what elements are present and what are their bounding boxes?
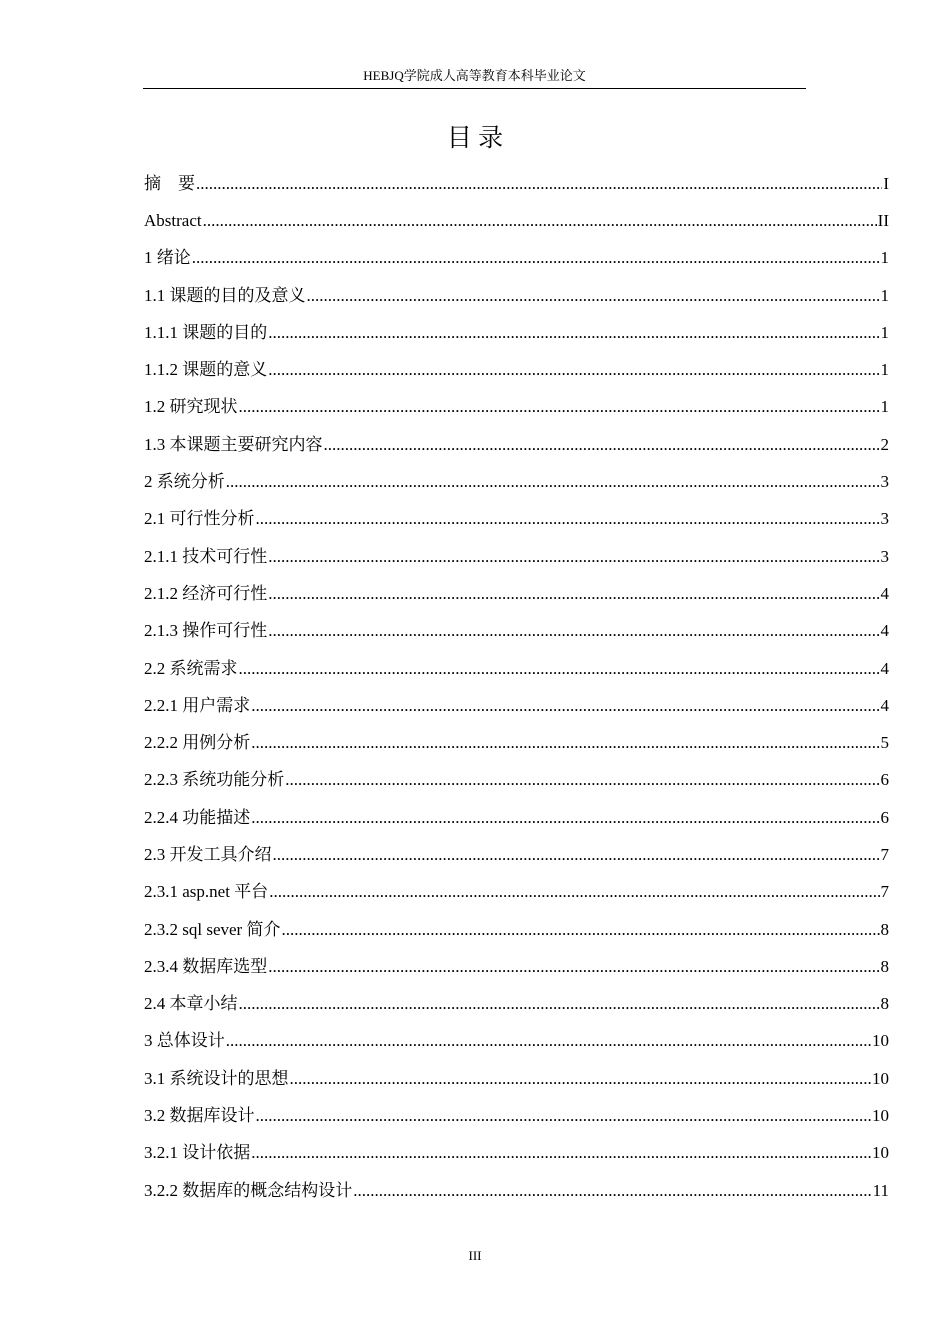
toc-dot-leader [239, 397, 880, 417]
table-of-contents [144, 165, 889, 1209]
toc-entry[interactable] [144, 351, 889, 388]
toc-dot-leader [281, 920, 879, 940]
toc-entry[interactable] [144, 501, 889, 538]
toc-entry-page: 11 [872, 1180, 889, 1200]
toc-entry-page: 1 [880, 248, 889, 268]
toc-entry-label: 2.2.3 系统功能分析 [144, 770, 285, 790]
toc-dot-leader [268, 547, 879, 567]
toc-entry-page: 5 [880, 733, 889, 753]
toc-dot-leader [203, 211, 877, 231]
toc-dot-leader [268, 621, 879, 641]
toc-entry-label: 2.2.4 功能描述 [144, 807, 251, 827]
toc-entry[interactable] [144, 799, 889, 836]
toc-entry-page: 8 [880, 956, 889, 976]
toc-entry-label: 3 总体设计 [144, 1031, 225, 1051]
toc-dot-leader [192, 248, 880, 268]
header-text: HEBJQ学院成人高等教育本科毕业论文 [363, 68, 586, 83]
toc-entry[interactable] [144, 202, 889, 239]
toc-entry-page: 7 [880, 844, 889, 864]
toc-entry-label: 3.2 数据库设计 [144, 1106, 255, 1126]
toc-entry[interactable] [144, 1172, 889, 1209]
toc-entry-label: 3.2.2 数据库的概念结构设计 [144, 1180, 353, 1200]
toc-entry-label: Abstract [144, 210, 202, 230]
toc-dot-leader [285, 770, 879, 790]
toc-entry-label: 2.1.1 技术可行性 [144, 546, 268, 566]
toc-dot-leader [268, 360, 879, 380]
toc-entry[interactable] [144, 986, 889, 1023]
toc-entry-page: 1 [880, 285, 889, 305]
toc-entry-label: 2 系统分析 [144, 472, 225, 492]
toc-entry-label: 2.3.4 数据库选型 [144, 956, 268, 976]
toc-entry[interactable] [144, 426, 889, 463]
toc-entry-page: 8 [880, 919, 889, 939]
toc-entry[interactable] [144, 1023, 889, 1060]
toc-entry-label: 1.1.1 课题的目的 [144, 322, 268, 342]
toc-entry-page: 3 [880, 546, 889, 566]
toc-entry-page: 10 [872, 1068, 889, 1088]
toc-dot-leader [256, 509, 880, 529]
toc-dot-leader [269, 882, 879, 902]
toc-dot-leader [268, 584, 879, 604]
toc-dot-leader [251, 1143, 871, 1163]
toc-entry[interactable] [144, 240, 889, 277]
toc-entry-page: 7 [880, 882, 889, 902]
page-footer [0, 1247, 950, 1265]
toc-entry-label: 2.3.1 asp.net 平台 [144, 882, 269, 902]
toc-dot-leader [251, 696, 879, 716]
toc-entry[interactable] [144, 538, 889, 575]
toc-entry-page: 6 [880, 807, 889, 827]
toc-dot-leader [324, 435, 880, 455]
toc-entry-page: 10 [872, 1031, 889, 1051]
toc-entry[interactable] [144, 762, 889, 799]
toc-dot-leader [268, 957, 879, 977]
toc-dot-leader [226, 1031, 871, 1051]
toc-entry-label: 1.1 课题的目的及意义 [144, 285, 306, 305]
toc-entry-page: 4 [880, 658, 889, 678]
toc-entry-page: I [883, 173, 889, 193]
toc-entry-label: 2.1.2 经济可行性 [144, 583, 268, 603]
toc-entry-label: 3.1 系统设计的思想 [144, 1068, 289, 1088]
toc-entry[interactable] [144, 1060, 889, 1097]
toc-entry-label: 2.1.3 操作可行性 [144, 621, 268, 641]
toc-entry[interactable] [144, 911, 889, 948]
toc-entry[interactable] [144, 948, 889, 985]
toc-title: 目 录 [446, 125, 504, 152]
toc-entry-label: 2.2.1 用户需求 [144, 695, 251, 715]
toc-entry-label: 2.1 可行性分析 [144, 509, 255, 529]
toc-entry-page: 4 [880, 695, 889, 715]
toc-entry-page: 10 [872, 1106, 889, 1126]
toc-entry[interactable] [144, 613, 889, 650]
toc-entry-label: 2.3 开发工具介绍 [144, 844, 272, 864]
toc-entry[interactable] [144, 314, 889, 351]
toc-entry[interactable] [144, 836, 889, 873]
toc-dot-leader [268, 323, 879, 343]
toc-entry-label: 1.3 本课题主要研究内容 [144, 434, 323, 454]
toc-entry-page: 8 [880, 994, 889, 1014]
toc-entry-label: 1 绪论 [144, 248, 191, 268]
toc-entry[interactable] [144, 724, 889, 761]
toc-entry-label: 2.3.2 sql sever 简介 [144, 919, 281, 939]
toc-entry-page: 1 [880, 322, 889, 342]
toc-dot-leader [239, 994, 880, 1014]
toc-entry[interactable] [144, 389, 889, 426]
toc-dot-leader [226, 472, 880, 492]
toc-entry-page: 3 [880, 509, 889, 529]
toc-entry-label: 3.2.1 设计依据 [144, 1143, 251, 1163]
toc-entry-page: 1 [880, 360, 889, 380]
toc-dot-leader [256, 1106, 872, 1126]
toc-entry-label: 1.1.2 课题的意义 [144, 360, 268, 380]
toc-entry[interactable] [144, 575, 889, 612]
toc-entry-page: II [877, 210, 889, 230]
toc-entry[interactable] [144, 165, 889, 202]
toc-dot-leader [251, 733, 879, 753]
toc-entry-page: 10 [872, 1143, 889, 1163]
toc-entry[interactable] [144, 650, 889, 687]
toc-entry-page: 6 [880, 770, 889, 790]
toc-entry[interactable] [144, 1097, 889, 1134]
toc-entry-label: 2.2 系统需求 [144, 658, 238, 678]
toc-entry-label: 2.4 本章小结 [144, 994, 238, 1014]
toc-entry-label: 1.2 研究现状 [144, 397, 238, 417]
toc-dot-leader [290, 1069, 872, 1089]
page-header [143, 66, 806, 89]
toc-entry[interactable] [144, 277, 889, 314]
toc-dot-leader [307, 286, 880, 306]
toc-entry[interactable] [144, 1135, 889, 1172]
toc-entry-page: 2 [880, 434, 889, 454]
toc-entry-page: 4 [880, 583, 889, 603]
toc-entry-label: 2.2.2 用例分析 [144, 733, 251, 753]
toc-entry[interactable] [144, 874, 889, 911]
toc-entry-page: 4 [880, 621, 889, 641]
toc-entry[interactable] [144, 687, 889, 724]
toc-dot-leader [239, 659, 880, 679]
toc-entry[interactable] [144, 463, 889, 500]
toc-entry-page: 3 [880, 472, 889, 492]
toc-entry-label: 摘 要 [144, 173, 195, 193]
toc-dot-leader [353, 1181, 871, 1201]
toc-dot-leader [273, 845, 880, 865]
toc-dot-leader [196, 174, 882, 194]
toc-entry-page: 1 [880, 397, 889, 417]
page-number: III [468, 1248, 482, 1263]
toc-dot-leader [251, 808, 879, 828]
